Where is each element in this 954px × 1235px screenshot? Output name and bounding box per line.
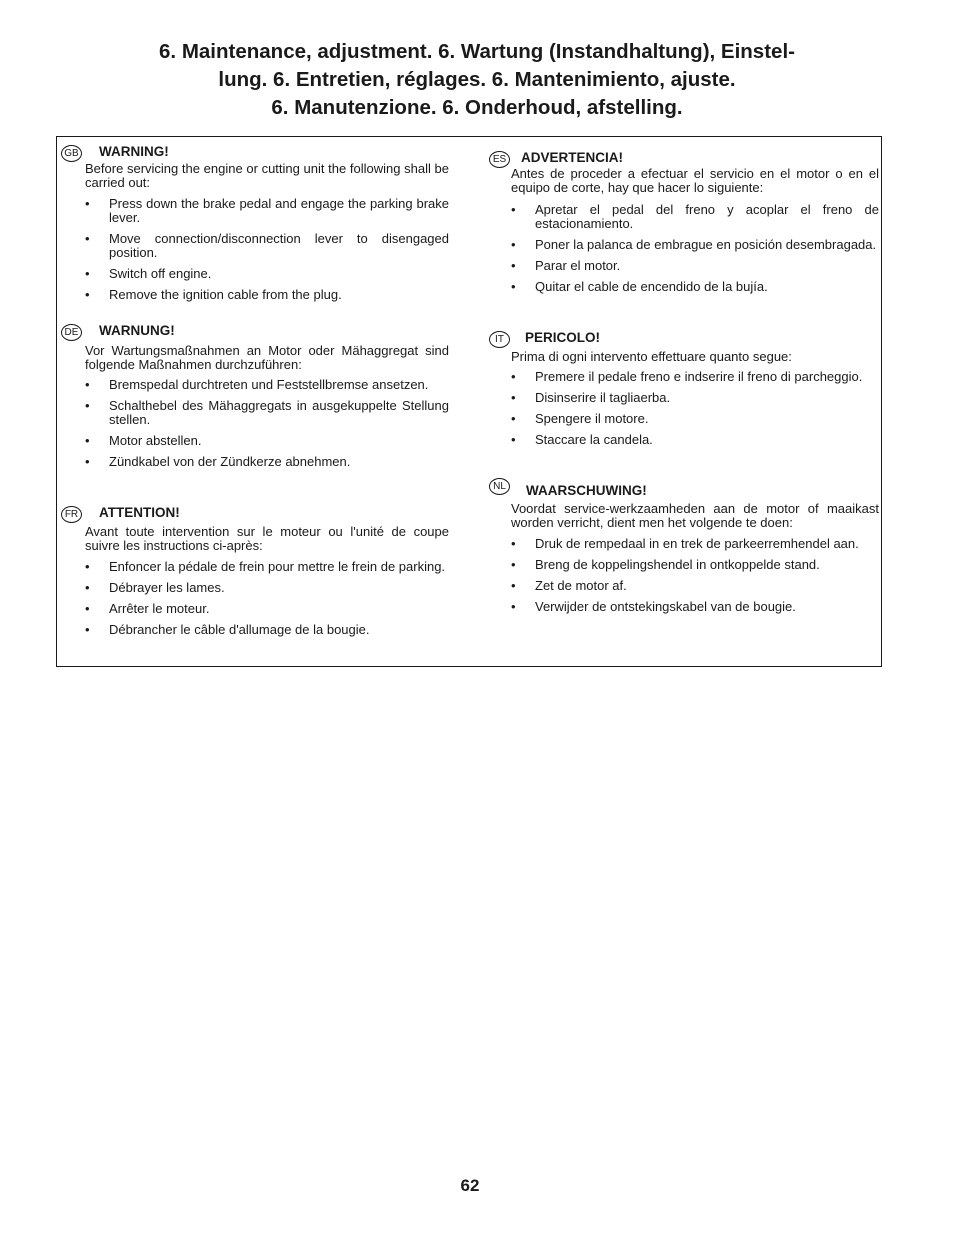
title-line: lung. 6. Entretien, réglages. 6. Mantenimiento, ajuste. [218,68,736,91]
list-item: • Remove the ignition cable from the plug. [85,287,342,302]
lang-badge-es: ES [489,151,510,168]
list-item: • Poner la palanca de embrague en posición desembragada. [511,237,877,252]
list-item: • Press down the brake pedal and engage the parking brake lever. [85,196,449,225]
page-number: 62 [460,1176,480,1195]
bullet: • [85,266,90,281]
section-gb [57,137,467,307]
section-title: WAARSCHUWING! [526,483,647,498]
lang-badge-nl: NL [489,478,510,495]
section-intro: Before servicing the engine or cutting unit the following shall be carried out: [85,161,449,190]
page-title [40,38,914,122]
list-item: • Débrayer les lames. [85,580,225,595]
section-de [57,316,467,486]
lang-badge-it: IT [489,331,510,348]
instruction-list [85,378,449,476]
bullet: • [511,599,516,614]
title-line: 6. Manutenzione. 6. Onderhoud, afstelling. [271,96,683,119]
list-item: • Staccare la candela. [511,432,653,447]
bullet: • [85,398,90,413]
warning-box [56,136,882,667]
list-item: • Motor abstellen. [85,433,202,448]
section-title: WARNING! [99,144,169,159]
bullet: • [511,369,516,384]
section-intro: Prima di ogni intervento effettuare quanto segue: [511,349,792,364]
bullet: • [85,231,90,246]
instruction-list [85,560,449,644]
bullet: • [511,578,516,593]
bullet: • [85,580,90,595]
section-es [485,143,883,313]
lang-badge-gb: GB [61,145,82,162]
list-item: • Quitar el cable de encendido de la bujía. [511,279,768,294]
section-title: PERICOLO! [525,330,601,345]
lang-badge-fr: FR [61,506,82,523]
bullet: • [511,258,516,273]
instruction-list [511,203,879,301]
instruction-list [511,370,879,454]
bullet: • [511,411,516,426]
bullet: • [511,202,516,217]
list-item: • Premere il pedale freno e indserire il freno di parcheggio. [511,369,863,384]
list-item: • Zündkabel von der Zündkerze abnehmen. [85,454,351,469]
instruction-list [85,197,449,309]
bullet: • [511,432,516,447]
section-it [485,323,883,463]
bullet: • [85,454,90,469]
section-fr [57,498,467,663]
bullet: • [511,557,516,572]
list-item: • Débrancher le câble d'allumage de la bougie. [85,622,370,637]
bullet: • [85,622,90,637]
bullet: • [511,237,516,252]
list-item: • Spengere il motore. [511,411,649,426]
instruction-list [511,537,879,621]
section-title: ADVERTENCIA! [521,150,624,165]
title-line: 6. Maintenance, adjustment. 6. Wartung (Instandhaltung), Einstel- [159,40,795,63]
bullet: • [85,601,90,616]
section-nl [485,470,883,630]
bullet: • [85,377,90,392]
section-intro: Antes de proceder a efectuar el servicio en el motor o en el equipo de corte, hay que hacer lo siguiente: [511,166,879,195]
list-item: • Schalthebel des Mähaggregats in ausgekuppelte Stellung stellen. [85,398,449,427]
list-item: • Apretar el pedal del freno y acoplar el freno de estacionamiento. [511,202,879,231]
list-item: • Breng de koppelingshendel in ontkoppelde stand. [511,557,820,572]
bullet: • [511,390,516,405]
section-intro: Voordat service-werkzaamheden aan de motor of maaikast worden verricht, dient men het volgende te doen: [511,501,879,530]
lang-badge-de: DE [61,324,82,341]
list-item: • Zet de motor af. [511,578,627,593]
list-item: • Druk de rempedaal in en trek de parkeerremhendel aan. [511,536,859,551]
bullet: • [85,559,90,574]
list-item: • Switch off engine. [85,266,212,281]
list-item: • Verwijder de ontstekingskabel van de bougie. [511,599,796,614]
list-item: • Bremspedal durchtreten und Feststellbremse ansetzen. [85,377,429,392]
section-intro: Vor Wartungsmaßnahmen an Motor oder Mähaggregat sind folgende Maßnahmen durchzuführen: [85,343,449,372]
section-title: ATTENTION! [99,505,180,520]
list-item: • Parar el motor. [511,258,621,273]
section-title: WARNUNG! [99,323,175,338]
bullet: • [85,287,90,302]
list-item: • Enfoncer la pédale de frein pour mettre le frein de parking. [85,559,446,574]
bullet: • [85,196,90,211]
bullet: • [511,536,516,551]
list-item: • Disinserire il tagliaerba. [511,390,671,405]
section-intro: Avant toute intervention sur le moteur ou l'unité de coupe suivre les instructions ci-après: [85,524,449,553]
bullet: • [511,279,516,294]
list-item: • Arrêter le moteur. [85,601,210,616]
list-item: • Move connection/disconnection lever to disengaged position. [85,231,449,260]
bullet: • [85,433,90,448]
